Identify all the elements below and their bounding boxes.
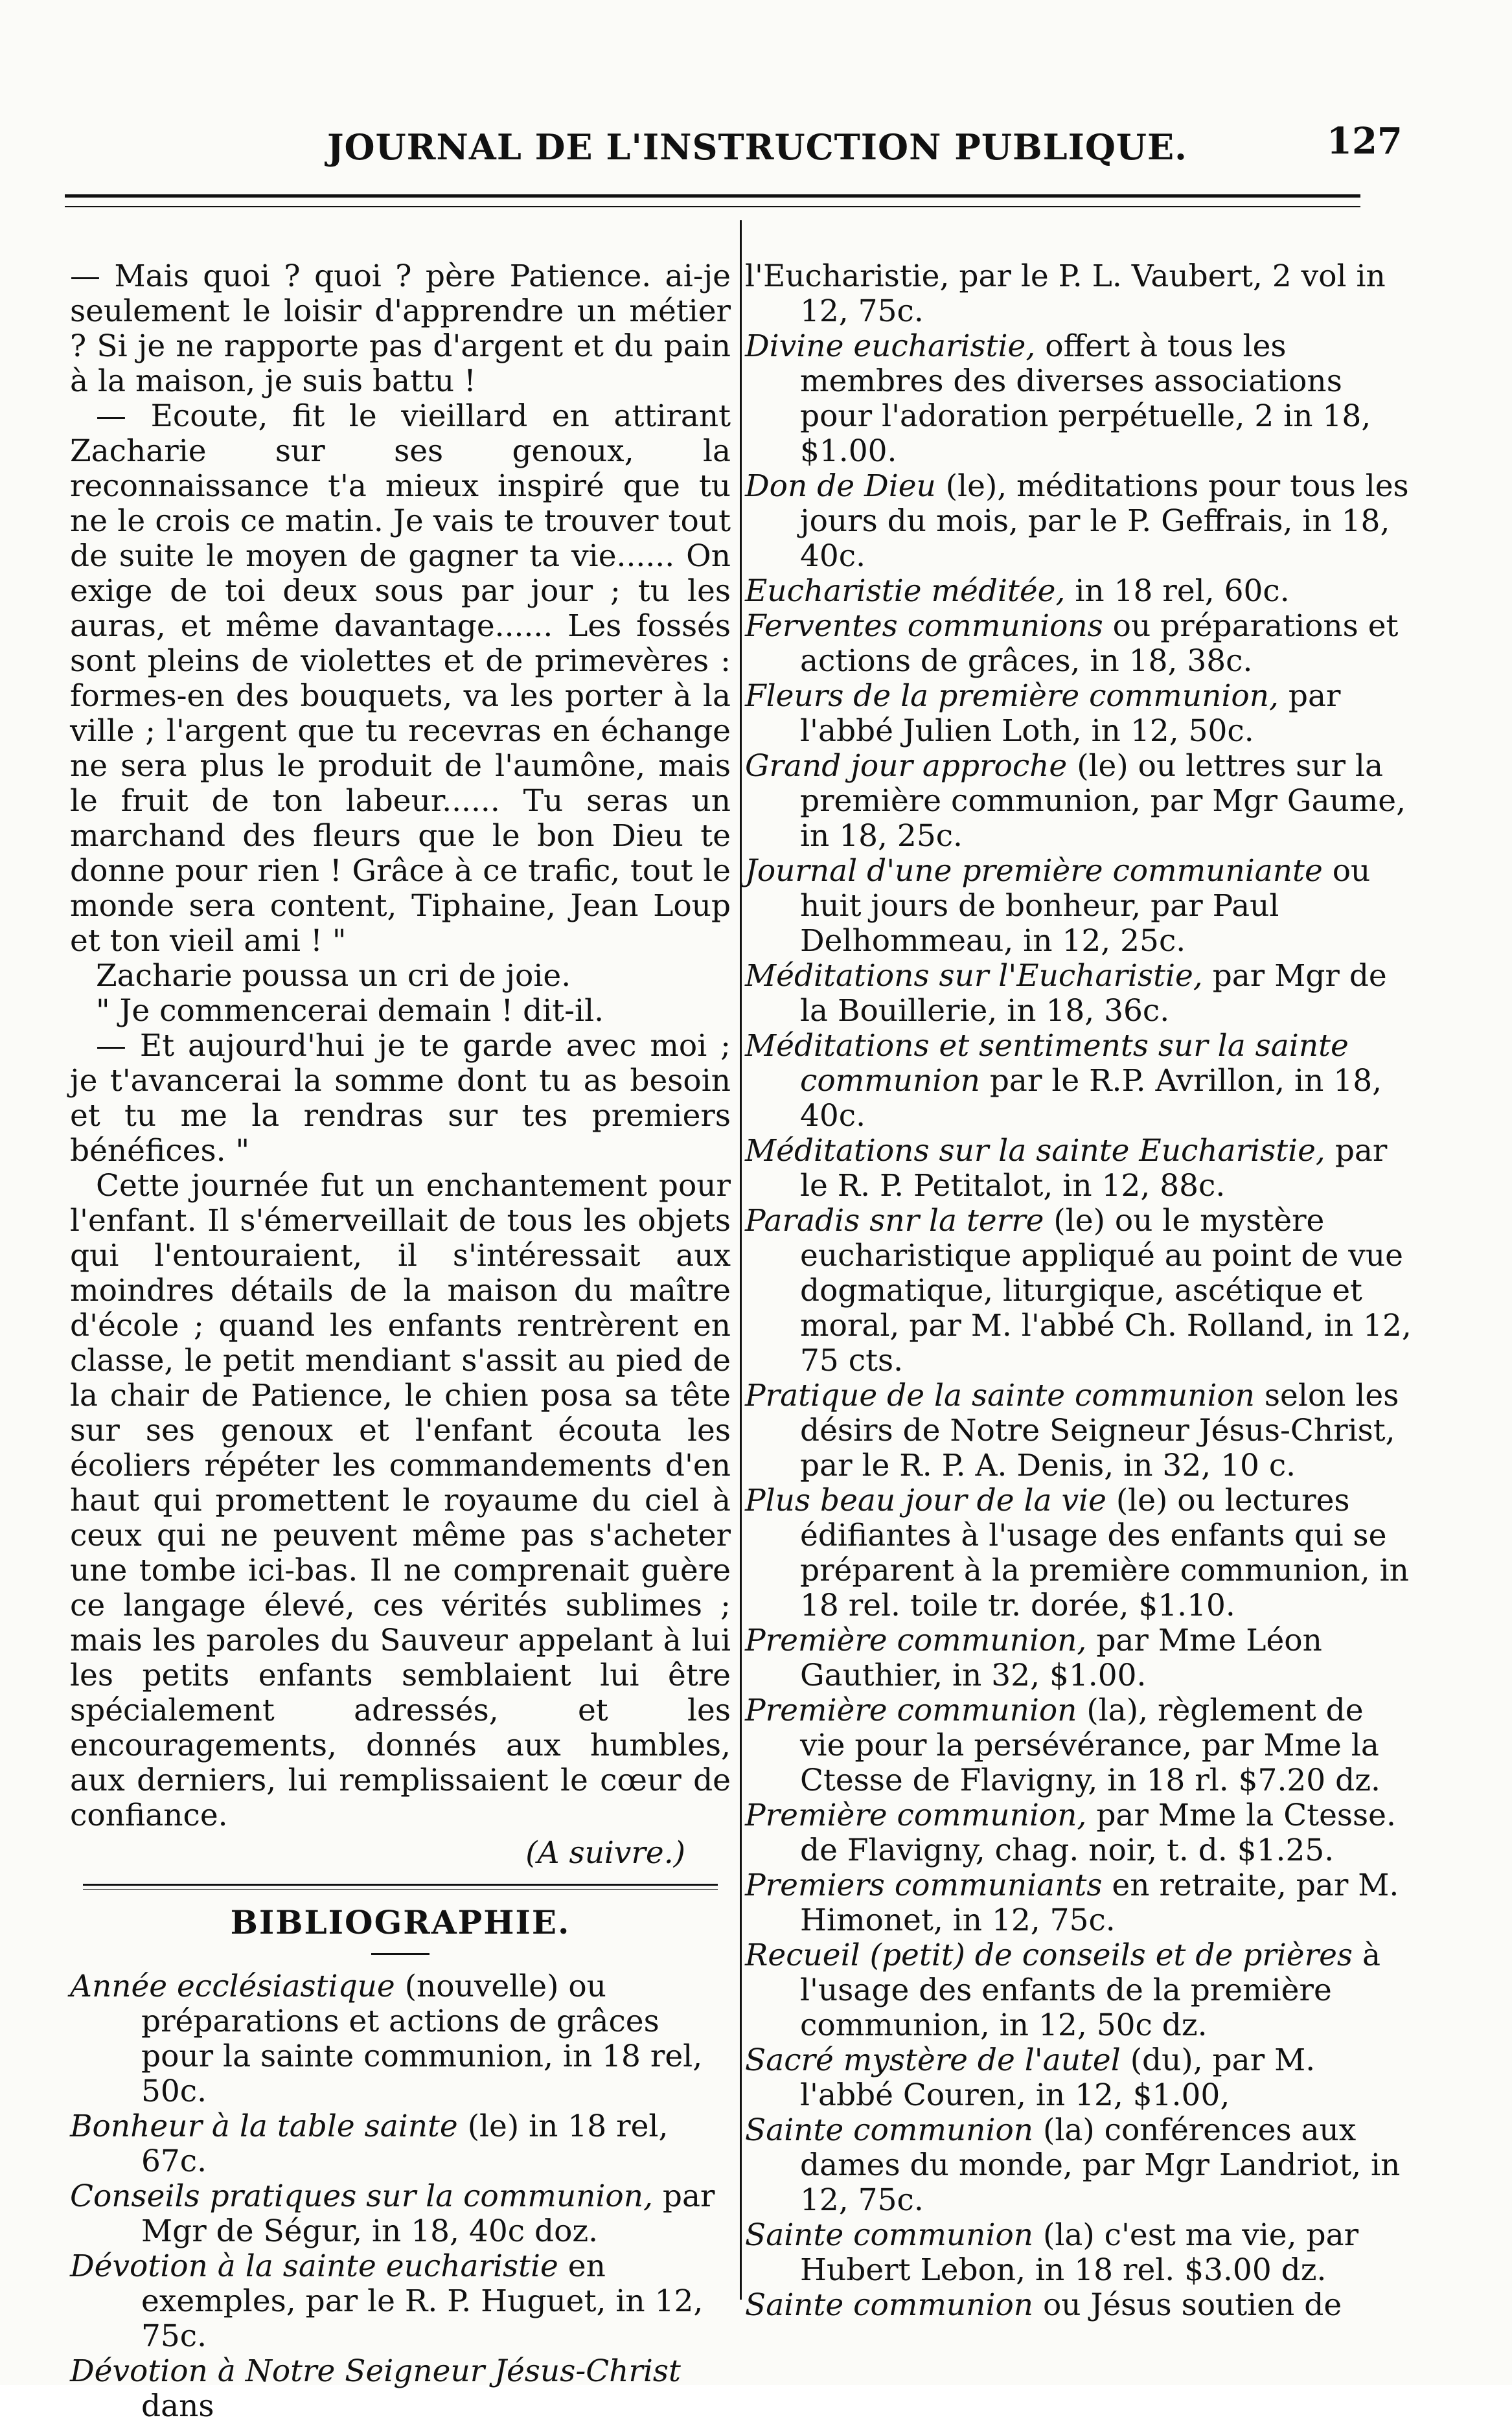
- bibliography-entry: [745, 2218, 1412, 2288]
- entry-title: Conseils pratiques sur la communion,: [70, 2178, 653, 2214]
- entry-details: selon les désirs de Notre Seigneur Jésus-Christ, par le R. P. A. Denis, in 32, 10 c.: [800, 1378, 1399, 1483]
- entry-details: par Mgr de la Bouillerie, in 18, 36c.: [800, 958, 1387, 1029]
- entry-title: Sainte communion: [745, 2287, 1034, 2323]
- bibliography-entry: [745, 329, 1412, 469]
- entry-details: en exemples, par le R. P. Huguet, in 12, 75c.: [141, 2248, 704, 2354]
- entry-details: offert à tous les membres des diverses associations pour l'adoration perpétuelle, 2 in 18, $1.00.: [800, 328, 1371, 469]
- bibliography-entry: [745, 1938, 1412, 2043]
- bibliography-entry: [745, 2043, 1412, 2113]
- story-paragraph: — Ecoute, fit le vieillard en attirant Zacharie sur ses genoux, la reconnaissance t'a mieux inspiré que tu ne le crois ce matin. Je vais te trouver tout de suite le moyen de gagner ta vie...... On exige de toi deux sous par jour ; tu les auras, et même davantage...... Les fossés sont pleins de violettes et de primevères : formes-en des bouquets, va les porter à la ville ; l'argent que tu recevras en échange ne sera plus le produit de l'aumône, mais le fruit de ton labeur...... Tu seras un marchand des fleurs que le bon Dieu te donne pour rien ! Grâce à ce trafic, tout le monde sera content, Tiphaine, Jean Loup et ton vieil ami ! ": [70, 398, 731, 959]
- entry-details: (la) c'est ma vie, par Hubert Lebon, in 18 rel. $3.00 dz.: [800, 2217, 1359, 2288]
- entry-details: par l'abbé Julien Loth, in 12, 50c.: [800, 678, 1341, 749]
- entry-details: (le) in 18 rel, 67c.: [141, 2109, 669, 2179]
- entry-details: dans: [141, 2388, 214, 2424]
- bibliography-entry: [745, 609, 1412, 679]
- entry-title: Première communion: [745, 1693, 1077, 1728]
- bibliography-entry: [745, 749, 1412, 854]
- entry-details: par le R. P. Petitalot, in 12, 88c.: [800, 1133, 1388, 1204]
- entry-title: Pratique de la sainte communion: [745, 1378, 1255, 1413]
- entry-title: Journal d'une première communiante: [745, 853, 1323, 889]
- entry-title: Méditations et sentiments sur la sainte communion: [745, 1028, 1349, 1099]
- bibliography-entry: [745, 1029, 1412, 1134]
- column-divider: [740, 220, 742, 2300]
- bibliography-entry: [745, 469, 1412, 574]
- bibliography-entry: [745, 1134, 1412, 1204]
- entry-details: par le R.P. Avrillon, in 18, 40c.: [800, 1063, 1382, 1134]
- bibliography-entry-continuation: l'Eucharistie, par le P. L. Vaubert, 2 vol in 12, 75c.: [745, 258, 1386, 329]
- entry-title: Sainte communion: [745, 2112, 1034, 2148]
- entry-details: (le) ou lettres sur la première communion, par Mgr Gaume, in 18, 25c.: [800, 748, 1406, 854]
- story-paragraph: — Mais quoi ? quoi ? père Patience. ai-je seulement le loisir d'apprendre un métier ? Si je ne rapporte pas d'argent et du pain à la maison, je suis battu !: [70, 258, 731, 399]
- entry-title: Méditations sur l'Eucharistie,: [745, 958, 1203, 994]
- bibliography-heading: BIBLIOGRAPHIE.: [230, 1903, 571, 1941]
- bibliography-entry: [745, 1378, 1412, 1483]
- entry-title: Dévotion à la sainte eucharistie: [70, 2248, 558, 2284]
- entry-title: Première communion,: [745, 1623, 1087, 1658]
- entry-title: Sacré mystère de l'autel: [745, 2042, 1121, 2078]
- entry-title: Paradis snr la terre: [745, 1203, 1044, 1239]
- entry-title: Première communion,: [745, 1798, 1087, 1833]
- entry-details: (la) conférences aux dames du monde, par Mgr Landriot, in 12, 75c.: [800, 2112, 1401, 2218]
- story-paragraph: " Je commencerai demain ! dit-il.: [96, 993, 604, 1029]
- bibliography-entry: [745, 2113, 1412, 2218]
- entry-details: (du), par M. l'abbé Couren, in 12, $1.00,: [800, 2042, 1316, 2113]
- story-paragraph: Cette journée fut un enchantement pour l'enfant. Il s'émerveillait de tous les objets qui l'entouraient, il s'intéressait aux moindres détails de la maison du maître d'école ; quand les enfants rentrèrent en classe, le petit mendiant s'assit au pied de la chair de Patience, le chien posa sa tête sur ses genoux et l'enfant écouta les écoliers répéter les commandements d'en haut qui promettent le royaume du ciel à ceux qui ne peuvent même pas s'acheter une tombe ici-bas. Il ne comprenait guère ce langage élevé, ces vérités sublimes ; mais les paroles du Sauveur appelant à lui les petits enfants semblaient lui être spécialement adressés, et les encouragements, donnés aux humbles, aux derniers, lui remplissaient le cœur de confiance.: [70, 1168, 731, 1833]
- entry-title: Premiers communiants: [745, 1868, 1103, 1903]
- section-rule-thick: [83, 1884, 718, 1886]
- bibliography-entry: [745, 574, 1412, 609]
- entry-title: Sainte communion: [745, 2217, 1034, 2253]
- header-rule-thick: [65, 194, 1360, 198]
- entry-title: Bonheur à la table sainte: [70, 2109, 458, 2144]
- bibliography-entry: [745, 1693, 1412, 1798]
- entry-details: (le) ou le mystère eucharistique appliqué au point de vue dogmatique, liturgique, ascétique et moral, par M. l'abbé Ch. Rolland, in 12, 75 cts.: [800, 1203, 1412, 1378]
- entry-title: Recueil (petit) de conseils et de prières: [745, 1938, 1353, 1973]
- entry-title: Plus beau jour de la vie: [745, 1483, 1106, 1518]
- bibliography-entry: [745, 679, 1412, 749]
- entry-title: Eucharistie méditée,: [745, 573, 1066, 609]
- entry-details: (nouvelle) ou préparations et actions de grâces pour la sainte communion, in 18 rel, 50c.: [141, 1969, 703, 2109]
- entry-title: Fleurs de la première communion,: [745, 678, 1279, 714]
- story-paragraph: — Et aujourd'hui je te garde avec moi ; je t'avancerai la somme dont tu as besoin et tu me la rendras sur tes premiers bénéfices. ": [70, 1028, 731, 1169]
- bibliography-entry: [745, 1868, 1412, 1938]
- bibliography-entry: [70, 2109, 731, 2179]
- page-header: [0, 120, 1512, 178]
- entry-details: par Mme Léon Gauthier, in 32, $1.00.: [800, 1623, 1322, 1693]
- entry-details: ou Jésus soutien de: [1033, 2287, 1342, 2323]
- story-paragraph: Zacharie poussa un cri de joie.: [96, 958, 571, 994]
- bibliography-entry: [745, 854, 1412, 959]
- bibliography-entry: [745, 959, 1412, 1029]
- bibliography-entry: [745, 1483, 1412, 1623]
- section-rule-thin: [83, 1889, 718, 1890]
- bibliography-entry: [745, 1204, 1412, 1378]
- page-number: 127: [1327, 120, 1403, 163]
- entry-details: (la), règlement de vie pour la persévérance, par Mme la Ctesse de Flavigny, in 18 rl. $7.20 dz.: [800, 1693, 1380, 1798]
- entry-title: Méditations sur la sainte Eucharistie,: [745, 1133, 1325, 1169]
- entry-details: à l'usage des enfants de la première communion, in 12, 50c dz.: [800, 1938, 1380, 2043]
- bibliography-entry: [745, 1623, 1412, 1693]
- entry-title: Ferventes communions: [745, 608, 1103, 644]
- entry-details: par Mgr de Ségur, in 18, 40c doz.: [141, 2178, 715, 2249]
- entry-details: (le), méditations pour tous les jours du mois, par le P. Geffrais, in 18, 40c.: [800, 468, 1409, 574]
- bibliography-entry: [70, 1969, 731, 2109]
- entry-title: Année ecclésiastique: [70, 1969, 395, 2004]
- entry-title: Grand jour approche: [745, 748, 1068, 784]
- journal-title: JOURNAL DE L'INSTRUCTION PUBLIQUE.: [327, 126, 1187, 168]
- header-rule-thin: [65, 206, 1360, 207]
- right-column: [745, 259, 1412, 2323]
- entry-title: Divine eucharistie,: [745, 328, 1036, 364]
- bibliography-entry: [70, 2354, 731, 2424]
- entry-details: par Mme la Ctesse. de Flavigny, chag. noir, t. d. $1.25.: [800, 1798, 1396, 1868]
- entry-details: en retraite, par M. Himonet, in 12, 75c.: [800, 1868, 1399, 1938]
- entry-details: (le) ou lectures édifiantes à l'usage des enfants qui se préparent à la première communion, in 18 rel. toile tr. dorée, $1.10.: [800, 1483, 1409, 1623]
- left-column: [70, 259, 731, 2424]
- bibliography-entry: [70, 2249, 731, 2354]
- bibliography-entry: [70, 2179, 731, 2249]
- entry-details: ou préparations et actions de grâces, in 18, 38c.: [800, 608, 1399, 679]
- entry-details: ou huit jours de bonheur, par Paul Delhommeau, in 12, 25c.: [800, 853, 1371, 959]
- to-be-continued: (A suivre.): [525, 1835, 685, 1871]
- entry-title: Don de Dieu: [745, 468, 936, 504]
- heading-short-rule: [371, 1953, 430, 1955]
- bibliography-entry: [745, 2288, 1412, 2323]
- entry-title: Dévotion à Notre Seigneur Jésus-Christ: [70, 2353, 681, 2389]
- bibliography-entry: [745, 1798, 1412, 1868]
- entry-details: in 18 rel, 60c.: [1065, 573, 1290, 609]
